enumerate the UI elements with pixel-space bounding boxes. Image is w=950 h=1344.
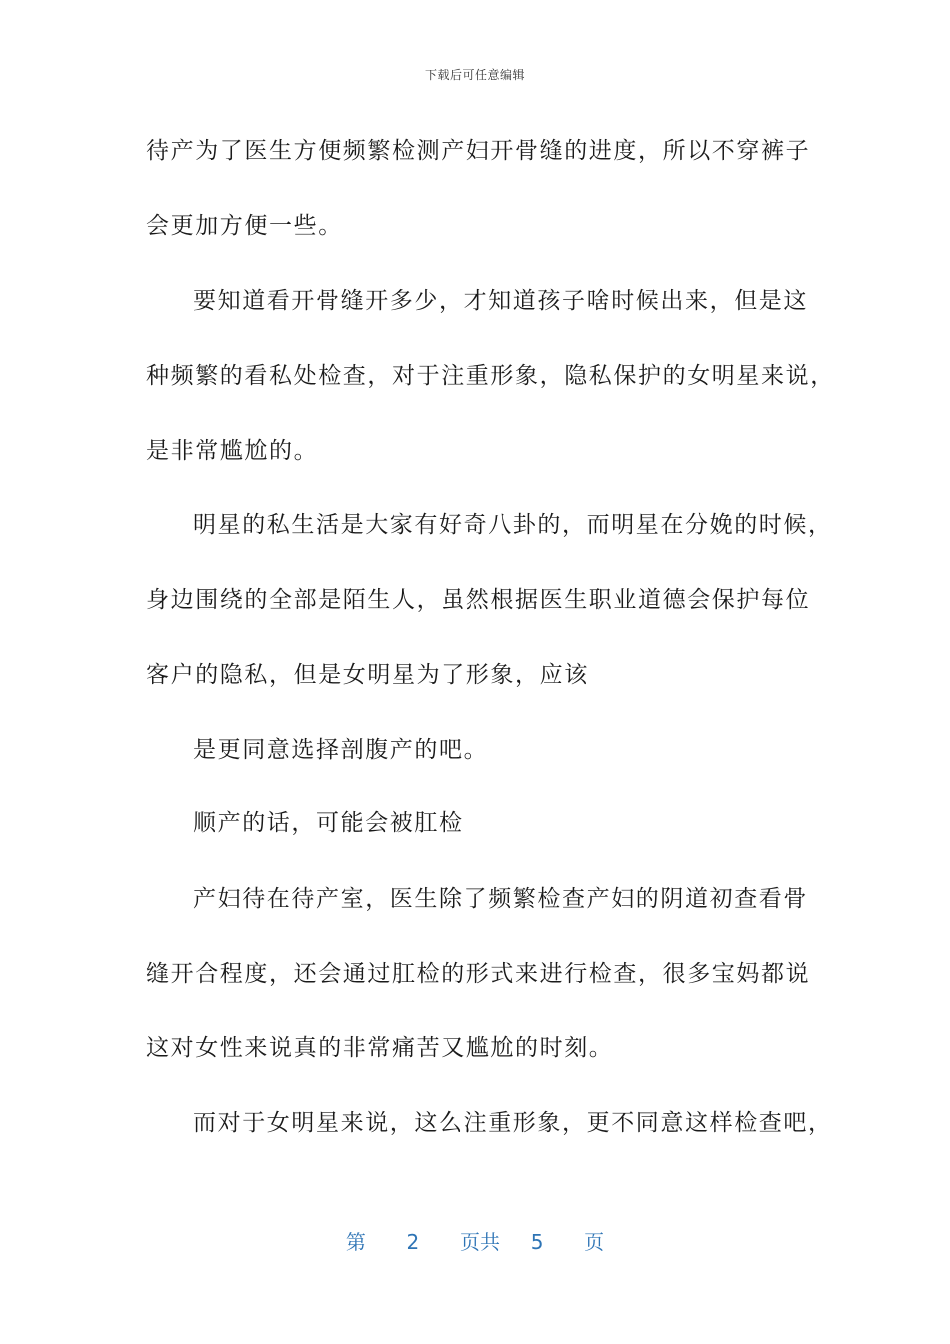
body-line: 种频繁的看私处检查，对于注重形象，隐私保护的女明星来说， [146, 363, 835, 389]
footer-label-of: 页共 [460, 1230, 500, 1254]
footer-label-page: 第 [345, 1230, 366, 1254]
body-line: 缝开合程度，还会通过肛检的形式来进行检查，很多宝妈都说 [146, 961, 811, 987]
body-line: 顺产的话，可能会被肛检 [193, 810, 464, 836]
footer-total-pages: 5 [530, 1230, 544, 1254]
body-line: 客户的隐私，但是女明星为了形象，应该 [146, 662, 589, 688]
body-line: 是非常尴尬的。 [146, 438, 319, 464]
body-line: 而对于女明星来说，这么注重形象，更不同意这样检查吧， [193, 1110, 833, 1136]
footer-label-end: 页 [584, 1230, 605, 1254]
body-line: 身边围绕的全部是陌生人，虽然根据医生职业道德会保护每位 [146, 587, 811, 613]
body-line: 产妇待在待产室，医生除了频繁检查产妇的阴道初查看骨 [193, 886, 808, 912]
body-line: 是更同意选择剖腹产的吧。 [193, 737, 489, 763]
page-header: 下载后可任意编辑 [424, 68, 525, 82]
body-line: 会更加方便一些。 [146, 213, 343, 239]
body-line: 这对女性来说真的非常痛苦又尴尬的时刻。 [146, 1035, 614, 1061]
footer-current-page: 2 [406, 1230, 420, 1254]
body-line: 明星的私生活是大家有好奇八卦的，而明星在分娩的时候， [193, 512, 833, 538]
body-line: 要知道看开骨缝开多少，才知道孩子啥时候出来，但是这 [193, 288, 808, 314]
body-line: 待产为了医生方便频繁检测产妇开骨缝的进度，所以不穿裤子 [146, 138, 811, 164]
page-footer [0, 1226, 950, 1255]
